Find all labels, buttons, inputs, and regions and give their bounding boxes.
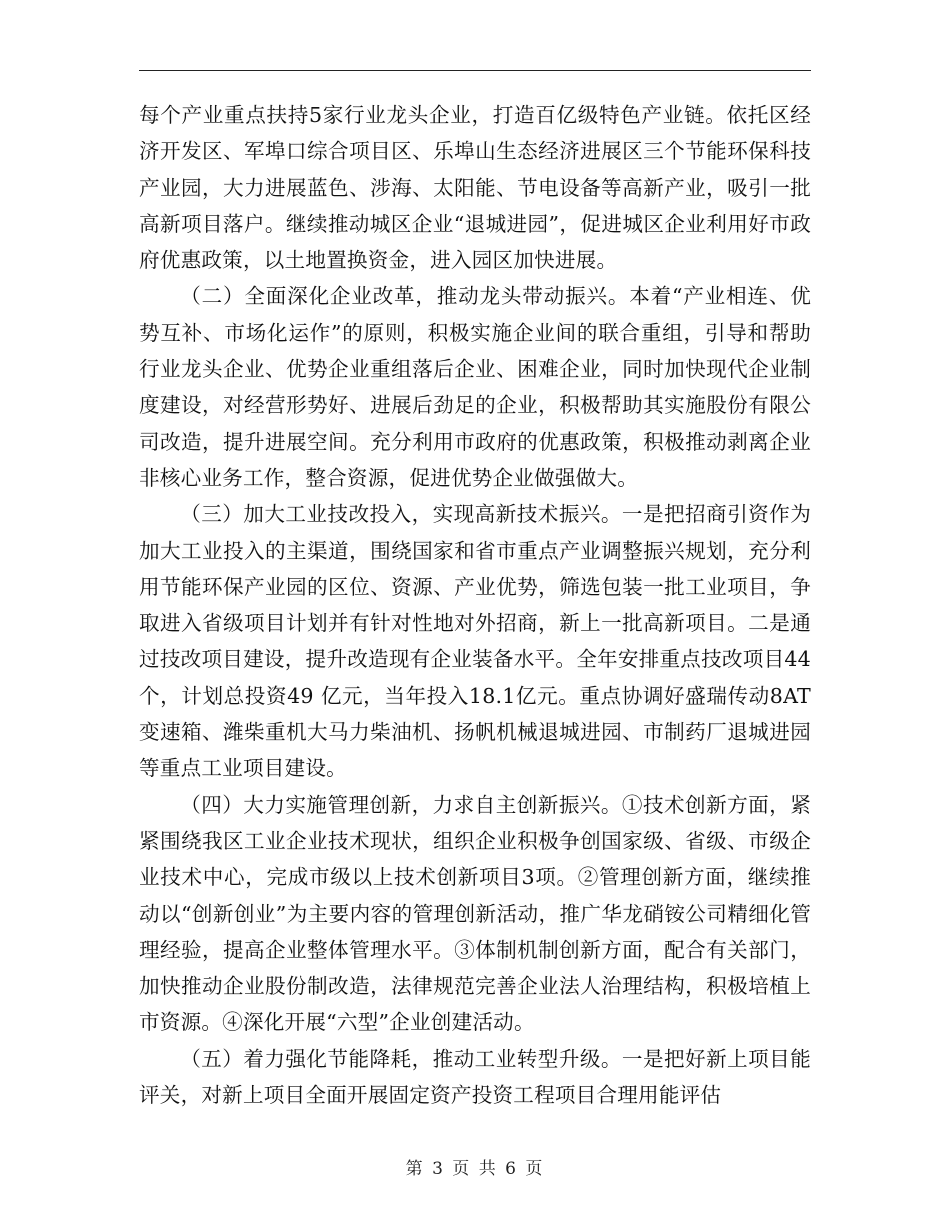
header-rule bbox=[139, 70, 811, 71]
paragraph-4: （四）大力实施管理创新，力求自主创新振兴。①技术创新方面，紧紧围绕我区工业企业技术现状，组织企业积极争创国家级、省级、市级企业技术中心，完成市级以上技术创新项目3项。②管理创新方面，继续推动以“创新创业”为主要内容的管理创新活动，推广华龙硝铵公司精细化管理经验，提高企业整体管理水平。③体制机制创新方面，配合有关部门，加快推动企业股份制改造，法律规范完善企业法人治理结构，积极培植上市资源。④深化开展“六型”企业创建活动。 bbox=[139, 792, 811, 1035]
page-number: 第 3 页 共 6 页 bbox=[405, 1159, 545, 1179]
document-body bbox=[139, 97, 811, 1113]
paragraph-1: 每个产业重点扶持5家行业龙头企业，打造百亿级特色产业链。依托区经济开发区、军埠口综合项目区、乐埠山生态经济进展区三个节能环保科技产业园，大力进展蓝色、涉海、太阳能、节电设备等高新产业，吸引一批高新项目落户。继续推动城区企业“退城进园”，促进城区企业利用好市政府优惠政策，以土地置换资金，进入园区加快进展。 bbox=[139, 103, 811, 273]
paragraph-2: （二）全面深化企业改革，推动龙头带动振兴。本着“产业相连、优势互补、市场化运作”的原则，积极实施企业间的联合重组，引导和帮助行业龙头企业、优势企业重组落后企业、困难企业，同时加快现代企业制度建设，对经营形势好、进展后劲足的企业，积极帮助其实施股份有限公司改造，提升进展空间。充分利用市政府的优惠政策，积极推动剥离企业非核心业务工作，整合资源，促进优势企业做强做大。 bbox=[139, 284, 811, 490]
paragraph-5: （五）着力强化节能降耗，推动工业转型升级。一是把好新上项目能评关，对新上项目全面开展固定资产投资工程项目合理用能评估 bbox=[139, 1046, 811, 1108]
paragraph-3: （三）加大工业技改投入，实现高新技术振兴。一是把招商引资作为加大工业投入的主渠道，围绕国家和省市重点产业调整振兴规划，充分利用节能环保产业园的区位、资源、产业优势，筛选包装一批工业项目，争取进入省级项目计划并有针对性地对外招商，新上一批高新项目。二是通过技改项目建设，提升改造现有企业装备水平。全年安排重点技改项目44个，计划总投资49 亿元，当年投入18.1亿元。重点协调好盛瑞传动8AT变速箱、潍柴重机大马力柴油机、扬帆机械退城进园、市制药厂退城进园等重点工业项目建设。 bbox=[139, 502, 811, 781]
